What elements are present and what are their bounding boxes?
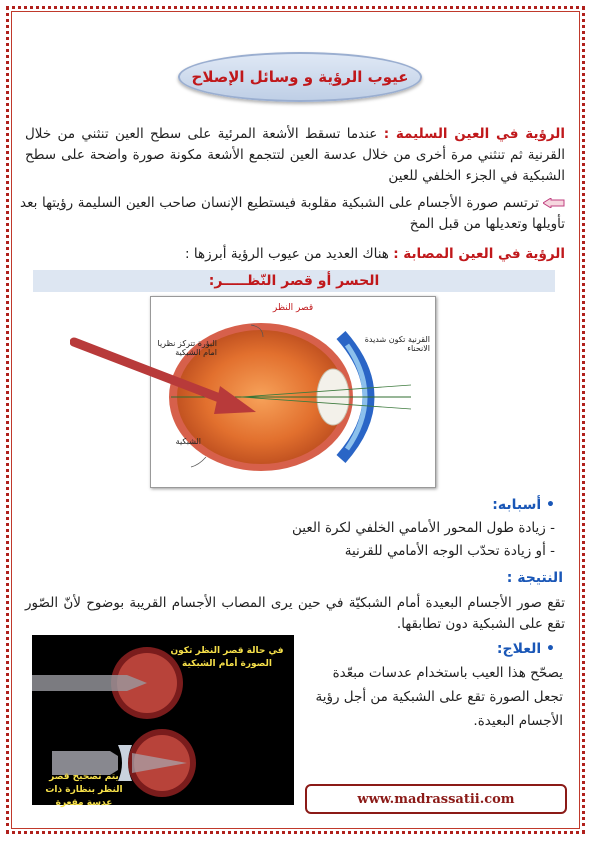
diagram-title: قصر النظر bbox=[272, 303, 314, 313]
affected-label: الرؤية في العين المصابة : bbox=[393, 246, 565, 262]
pointer-arrow-icon bbox=[70, 334, 270, 424]
healthy-paragraph bbox=[25, 124, 565, 187]
result-heading: النتيجة : bbox=[506, 570, 563, 586]
healthy-text: عندما تسقط الأشعة المرئية على سطح العين تنثني من خلال القرنية ثم تنثني مرة أخرى من خلال عدسة العين لتتجمع الأشعة مكونة صورة واضحة على سطح الشبكية في الجزء الخلفي للعين bbox=[25, 126, 565, 184]
section-title: الحسر أو قصر النّظـــــر: bbox=[208, 273, 380, 289]
affected-paragraph bbox=[25, 244, 565, 265]
arrow-left-icon bbox=[543, 198, 565, 208]
section-band bbox=[33, 270, 555, 292]
healthy-label: الرؤية في العين السليمة : bbox=[383, 126, 565, 142]
bullet-icon: • bbox=[546, 497, 555, 513]
treatment-image bbox=[32, 635, 294, 808]
image-caption-bottom: يتم تصحيح قصر النظر بنظارة ذات عدسة مقعرة bbox=[45, 772, 123, 808]
treatment-line-3: الأجسام البعيدة. bbox=[473, 713, 563, 729]
title-banner bbox=[178, 52, 422, 102]
image-caption-top: في حالة قصر النظر تكون الصورة أمام الشبكية bbox=[170, 646, 284, 669]
footer-url-box[interactable] bbox=[305, 784, 567, 814]
note-text: ترتسم صورة الأجسام على الشبكية مقلوبة فيستطيع الإنسان صاحب العين السليمة رؤيتها بعد تأويلها وتعديلها من قبل المخ bbox=[20, 195, 565, 232]
treatment-heading: • العلاج: bbox=[496, 641, 555, 657]
label-focus: البؤرة تتركز نظريا امام الشبكية bbox=[157, 339, 217, 357]
label-cornea: القرنية تكون شديدة الانحناء bbox=[364, 335, 430, 353]
causes-heading: • أسبابه: bbox=[492, 497, 555, 513]
note-paragraph bbox=[20, 193, 565, 235]
cause-item-2: - أو زيادة تحدّب الوجه الأمامي للقرنية bbox=[344, 543, 555, 559]
bullet-icon: • bbox=[546, 641, 555, 657]
label-retina: الشبكية bbox=[175, 437, 201, 446]
cause-item-1: - زيادة طول المحور الأمامي الخلفي لكرة العين bbox=[291, 520, 555, 536]
footer-url[interactable]: www.madrassatii.com bbox=[357, 791, 515, 807]
treatment-line-2: تجعل الصورة تقع على الشبكية من أجل رؤية bbox=[315, 689, 563, 705]
page-title: عيوب الرؤية و وسائل الإصلاح bbox=[191, 68, 409, 86]
result-text: تقع صور الأجسام البعيدة أمام الشبكيّة في حين يرى المصاب الأجسام القريبة بوضوح لأنّ الصّور تقع على الشبكية دون تطابقها. bbox=[25, 595, 565, 632]
treatment-line-1: يصحّح هذا العيب باستخدام عدسات مبعّدة bbox=[332, 665, 563, 681]
affected-text: هناك العديد من عيوب الرؤية أبرزها : bbox=[185, 246, 389, 262]
